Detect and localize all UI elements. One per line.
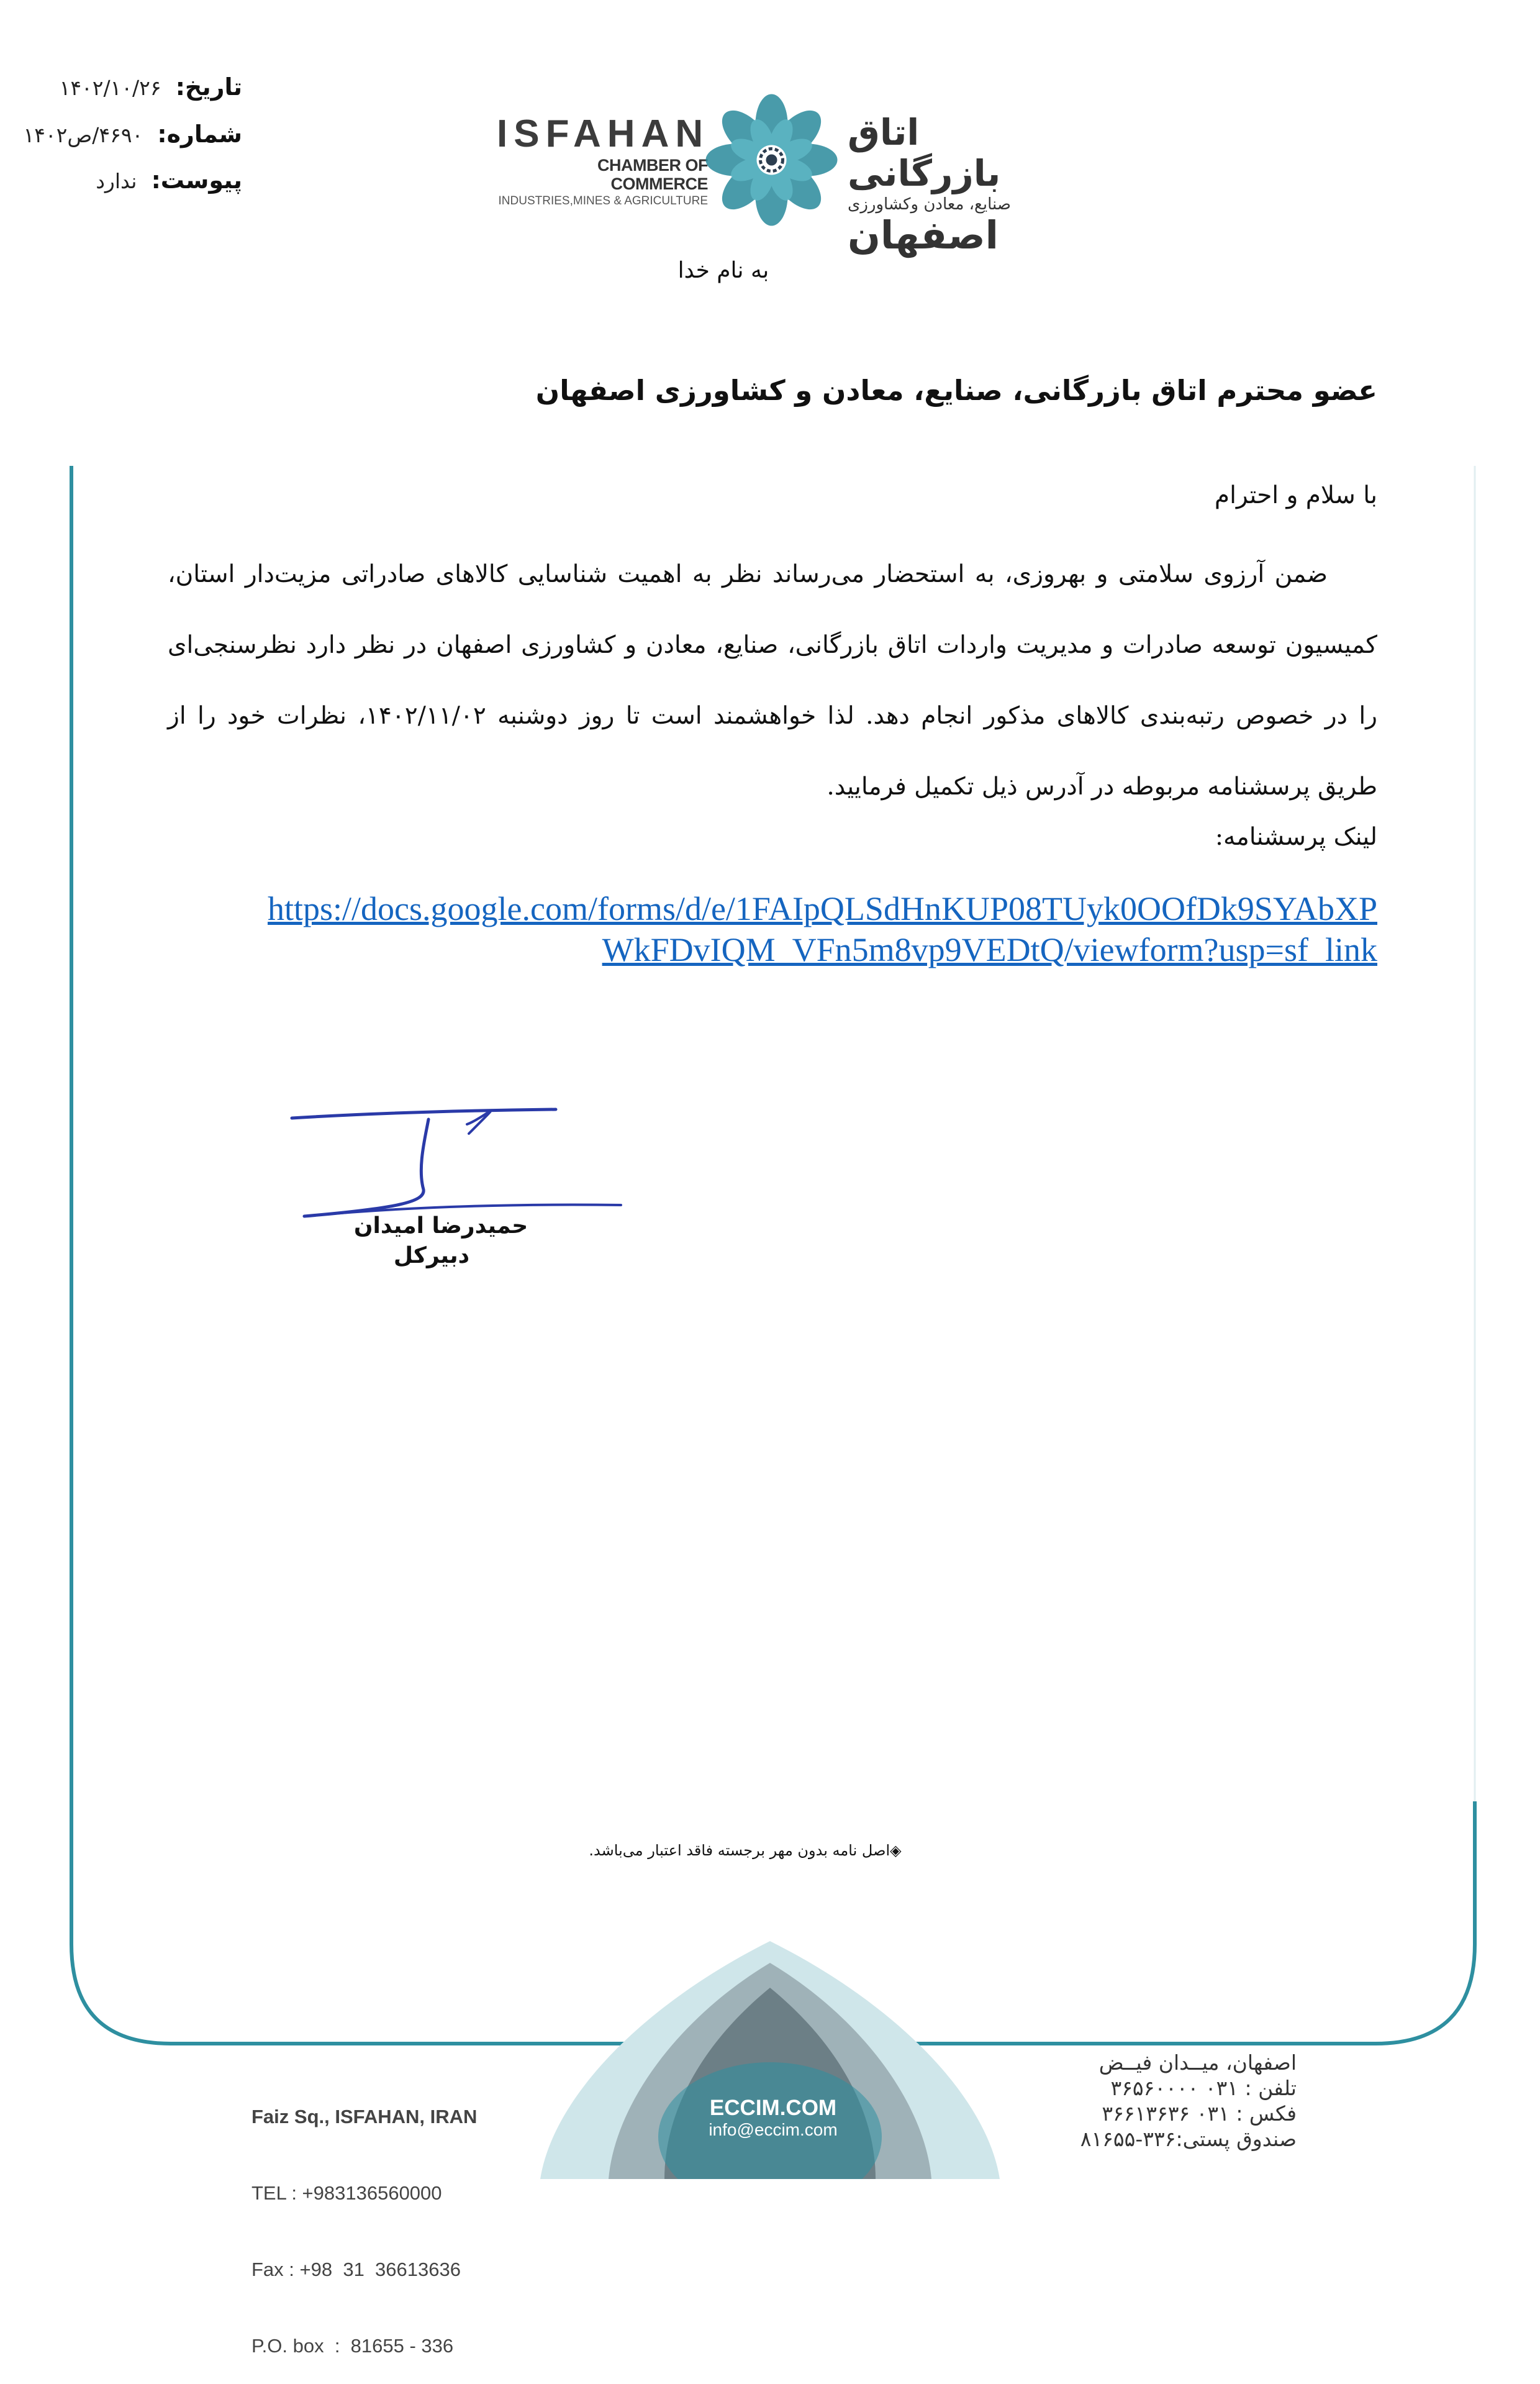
footer-pobox-fa: صندوق پستی:۳۳۶-۸۱۶۵۵ bbox=[1080, 2127, 1297, 2151]
attachment-label: پیوست: bbox=[151, 166, 242, 194]
survey-link-label: لینک پرسشنامه: bbox=[1215, 823, 1377, 851]
signer-block bbox=[348, 1211, 534, 1271]
signer-title: دبیرکل bbox=[393, 1243, 470, 1268]
logo-persian-text bbox=[848, 112, 1053, 256]
logo-en-line3: INDUSTRIES,MINES & AGRICULTURE bbox=[498, 194, 708, 207]
footer-email[interactable]: info@eccim.com bbox=[709, 2120, 838, 2139]
survey-link-line2[interactable]: WkFDvIQM_VFn5m8vp9VEDtQ/viewform?usp=sf_link bbox=[602, 931, 1377, 968]
bismillah: به نام خدا bbox=[677, 258, 769, 283]
number-row bbox=[23, 121, 242, 148]
footer-contact-english bbox=[251, 2053, 477, 2384]
date-row bbox=[60, 73, 242, 101]
logo-fa-line1: اتاق بازرگانی bbox=[848, 111, 1001, 194]
date-value: ۱۴۰۲/۱۰/۲۶ bbox=[59, 76, 161, 100]
footer-website[interactable]: ECCIM.COM bbox=[709, 2096, 837, 2120]
footer-tel-en: TEL : +983136560000 bbox=[251, 2182, 442, 2204]
survey-link[interactable] bbox=[135, 888, 1377, 970]
number-label: شماره: bbox=[157, 121, 242, 148]
letter-body-paragraph: ضمن آرزوی سلامتی و بهروزی، به استحضار می‌رساند نظر به اهمیت شناسایی کالاهای صادراتی مزیت‌دار استان، کمیسیون توسعه صادرات و مدیریت واردات اتاق بازرگانی، صنایع، معادن و کشاورزی اصفهان در نظر دارد نظرسنجی‌ای را در خصوص رتبه‌بندی کالاهای مذکور انجام دهد. لذا خواهشمند است تا روز دوشنبه ۱۴۰۲/۱۱/۰۲، نظرات خود را از طریق پرسشنامه مربوطه در آدرس ذیل تکمیل فرمایید. bbox=[168, 560, 1377, 801]
signer-name: حمیدرضا امیدان bbox=[353, 1213, 528, 1239]
logo-en-line2: CHAMBER OF COMMERCE bbox=[597, 156, 708, 193]
logo-fa-line3: اصفهان bbox=[848, 212, 999, 258]
addressee: عضو محترم اتاق بازرگانی، صنایع، معادن و کشاورزی اصفهان bbox=[535, 374, 1377, 407]
footer-flower-emblem bbox=[540, 1941, 1000, 2179]
footer-contact-persian bbox=[1080, 2050, 1297, 2152]
attachment-value: ندارد bbox=[96, 169, 137, 193]
number-value: ۴۶۹۰/ص۱۴۰۲ bbox=[23, 123, 143, 147]
date-label: تاریخ: bbox=[175, 73, 242, 101]
survey-link-line1[interactable]: https://docs.google.com/forms/d/e/1FAIpQLSdHnKUP08TUyk0OOfDk9SYAbXP bbox=[268, 890, 1377, 927]
logo-fa-line2: صنایع، معادن وکشاورزی bbox=[848, 195, 1011, 214]
logo-en-line1: ISFAHAN bbox=[497, 112, 710, 155]
chamber-logo-icon bbox=[705, 93, 838, 227]
footer-address-en: Faiz Sq., ISFAHAN, IRAN bbox=[251, 2106, 478, 2127]
greeting: با سلام و احترام bbox=[1214, 481, 1377, 509]
footer-fax-fa: فکس : ۰۳۱ ۳۶۶۱۳۶۳۶ bbox=[1102, 2101, 1297, 2126]
attachment-row bbox=[96, 166, 242, 194]
footer-address-fa: اصفهان، میــدان فیــض bbox=[1098, 2050, 1297, 2075]
footer-pobox-en: P.O. box : 81655 - 336 bbox=[251, 2335, 454, 2357]
validity-footnote: ◈اصل نامه بدون مهر برجسته فاقد اعتبار می‌باشد. bbox=[589, 1842, 902, 1859]
logo-english-text bbox=[497, 112, 710, 208]
footer-fax-en: Fax : +98 31 36613636 bbox=[251, 2259, 461, 2280]
footer-web-contact bbox=[677, 2096, 869, 2140]
footer-tel-fa: تلفن : ۰۳۱ ۳۶۵۶۰۰۰۰ bbox=[1110, 2076, 1297, 2100]
